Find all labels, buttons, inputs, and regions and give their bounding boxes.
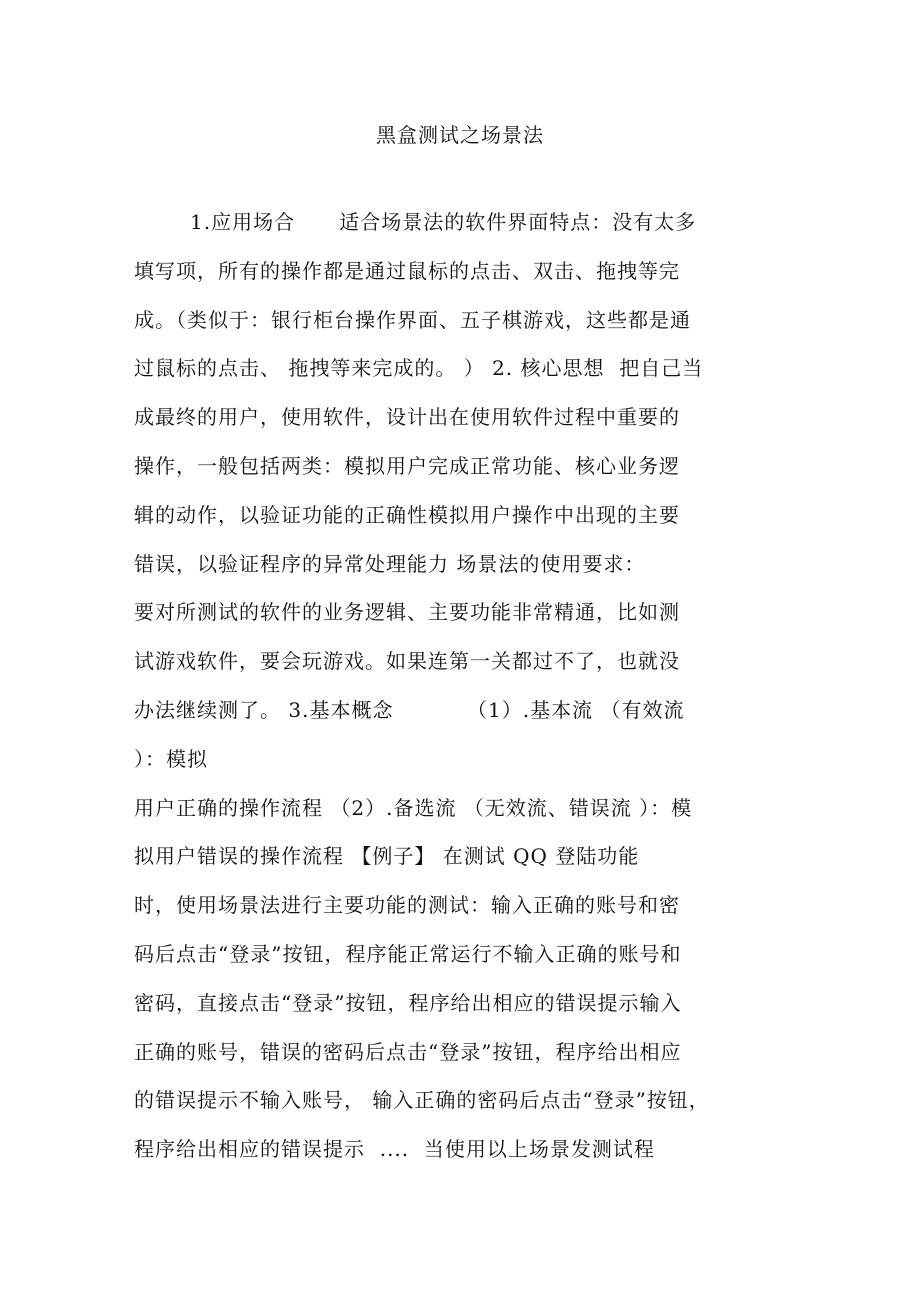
body-line: 要对所测试的软件的业务逻辑、主要功能非常精通，比如测 bbox=[134, 600, 680, 625]
body-line: 试游戏软件，要会玩游戏。如果连第一关都过不了，也就没 bbox=[134, 649, 680, 674]
body-line: 辑的动作，以验证功能的正确性模拟用户操作中出现的主要 bbox=[134, 502, 680, 527]
body-line: 码后点击“登录”按钮，程序能正常运行不输入正确的账号和 bbox=[134, 941, 682, 966]
body-line: 错误，以验证程序的异常处理能力 场景法的使用要求： bbox=[134, 551, 646, 576]
document-title: 黑盒测试之场景法 bbox=[376, 123, 544, 147]
body-line: 1.应用场合 适合场景法的软件界面特点：没有太多 bbox=[190, 210, 697, 234]
body-line: 成。（类似于：银行柜台操作界面、五子棋游戏，这些都是通 bbox=[134, 307, 691, 332]
document-body bbox=[134, 210, 774, 1186]
body-line: 拟用户错误的操作流程 【例子】 在测试 QQ 登陆功能 bbox=[134, 844, 640, 869]
body-line: ）：模拟 bbox=[134, 746, 208, 771]
body-line: 成最终的用户，使用软件，设计出在使用软件过程中重要的 bbox=[134, 405, 680, 430]
body-line: 填写项，所有的操作都是通过鼠标的点击、双击、拖拽等完 bbox=[134, 258, 680, 283]
body-line: 办法继续测了。 3.基本概念 （1）.基本流 （有效流 bbox=[134, 697, 685, 722]
body-line: 用户正确的操作流程 （2）.备选流 （无效流、错误流 ）：模 bbox=[134, 795, 693, 820]
body-line: 程序给出相应的错误提示 .... 当使用以上场景发测试程 bbox=[134, 1137, 655, 1162]
body-line: 时，使用场景法进行主要功能的测试：输入正确的账号和密 bbox=[134, 893, 680, 918]
body-line: 正确的账号，错误的密码后点击“登录”按钮，程序给出相应 bbox=[134, 1039, 682, 1064]
body-line: 密码，直接点击“登录”按钮，程序给出相应的错误提示输入 bbox=[134, 990, 682, 1015]
body-line: 过鼠标的点击、 拖拽等来完成的。 ） 2. 核心思想 把自己当 bbox=[134, 356, 704, 381]
body-line: 的错误提示不输入账号， 输入正确的密码后点击“登录”按钮， bbox=[134, 1088, 710, 1113]
body-line: 操作，一般包括两类：模拟用户完成正常功能、核心业务逻 bbox=[134, 453, 680, 478]
